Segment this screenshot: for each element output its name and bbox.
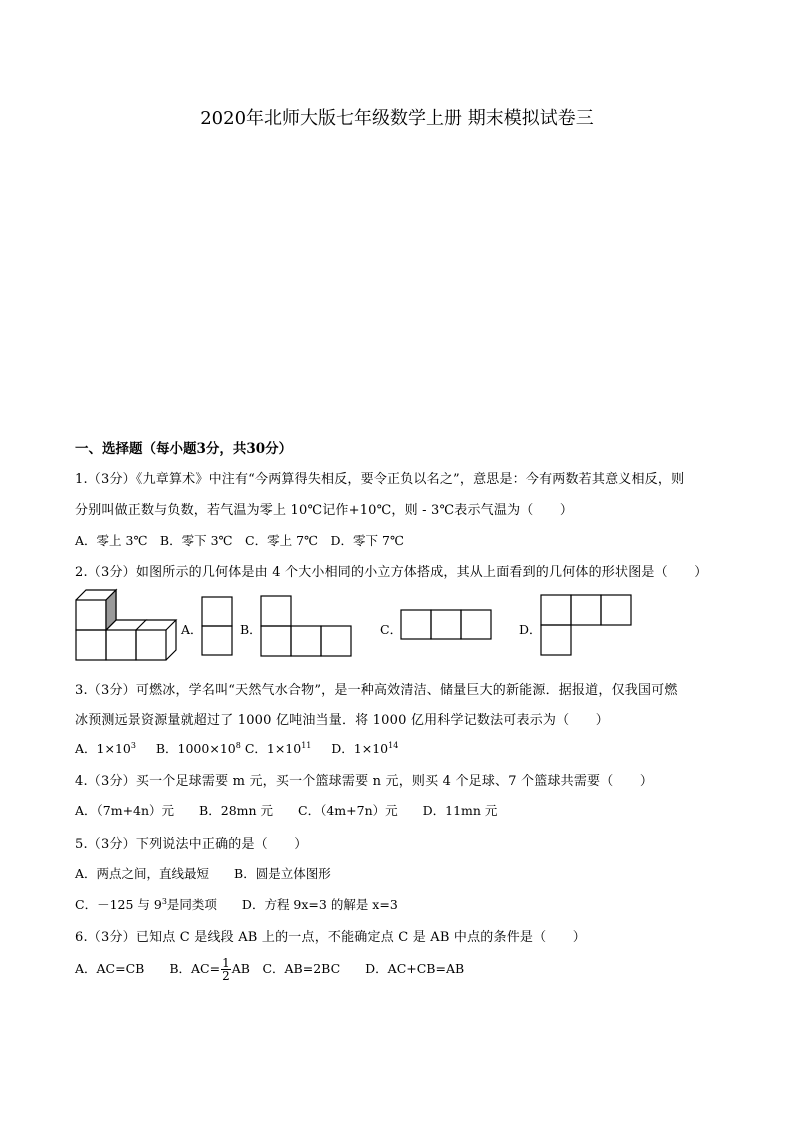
q4-options: A．（7m+4n）元 B．28mn 元 C．（4m+7n）元 D．11mn 元 bbox=[75, 803, 498, 818]
q6-option-b-pre: B．AC= bbox=[169, 961, 221, 976]
q2-option-c-label: C． bbox=[380, 622, 403, 637]
q6-stem: 6.（3分）已知点 C 是线段 AB 上的一点，不能确定点 C 是 AB 中点的条件是（ ） bbox=[75, 930, 586, 945]
section-heading: 一、选择题（每小题3分，共30分） bbox=[75, 441, 293, 457]
q3-option-c: C．1×10 bbox=[244, 741, 302, 756]
q5-stem: 5.（3分）下列说法中正确的是（ ） bbox=[75, 837, 308, 852]
q3-option-b: B．1000×10 bbox=[155, 741, 236, 756]
q6-fraction bbox=[221, 957, 231, 982]
q2-option-d-label: D． bbox=[519, 622, 542, 637]
page-title: 2020年北师大版七年级数学上册 期末模拟试卷三 bbox=[200, 108, 594, 129]
q6-option-a: A．AC=CB bbox=[75, 961, 170, 976]
q2-option-a-figure bbox=[201, 596, 233, 656]
q1-options: A．零上 3℃ B．零下 3℃ C．零上 7℃ D．零下 7℃ bbox=[75, 533, 404, 548]
q6-option-b-post: AB bbox=[231, 961, 263, 976]
q3-stem-line2: 冰预测远景资源量就超过了 1000 亿吨油当量．将 1000 亿用科学记数法可表示为（ ） bbox=[75, 713, 609, 728]
q3-option-a-exponent: 3 bbox=[130, 740, 136, 750]
q3-option-b-exponent: 8 bbox=[235, 740, 241, 750]
q2-stem: 2.（3分）如图所示的几何体是由 4 个大小相同的小立方体搭成，其从上面看到的几何体的形状图是（ ） bbox=[75, 565, 708, 580]
q3-option-d-exponent: 14 bbox=[388, 740, 399, 750]
q6-options bbox=[75, 957, 464, 982]
q1-stem-line1: 1.（3分）《九章算术》中注有“今两算得失相反，要令正负以名之”，意思是：今有两数若其意义相反，则 bbox=[75, 472, 685, 487]
q4-stem: 4.（3分）买一个足球需要 m 元，买一个篮球需要 n 元，则买 4 个足球、7 个篮球共需要（ ） bbox=[75, 774, 654, 789]
q5-option-cd-text: 是同类项 D．方程 9x=3 的解是 x=3 bbox=[166, 897, 398, 912]
q3-options bbox=[75, 739, 398, 757]
q3-stem-line1: 3.（3分）可燃冰，学名叫“天然气水合物”，是一种高效清洁、储量巨大的新能源．据报道，仅我国可燃 bbox=[75, 683, 678, 698]
q2-option-d-figure bbox=[540, 594, 632, 656]
q5-options-row2 bbox=[75, 895, 398, 913]
q2-option-b-label: B． bbox=[240, 622, 262, 637]
q5-options-row1: A．两点之间，直线最短 B．圆是立体图形 bbox=[75, 866, 331, 881]
q5-option-c-exponent: 3 bbox=[161, 896, 167, 906]
q3-option-c-exponent: 11 bbox=[301, 740, 312, 750]
q2-option-c-figure bbox=[400, 609, 492, 640]
q2-solid-figure bbox=[74, 588, 174, 663]
q6-option-cd: C．AB=2BC D．AC+CB=AB bbox=[262, 961, 465, 976]
q1-stem-line2: 分别叫做正数与负数，若气温为零上 10℃记作+10℃，则 - 3℃表示气温为（ ） bbox=[75, 503, 574, 518]
q3-option-d: D．1×10 bbox=[331, 741, 389, 756]
q3-option-a: A．1×10 bbox=[75, 741, 131, 756]
q6-fraction-numerator: 1 bbox=[222, 956, 230, 970]
q2-option-a-label: A． bbox=[181, 622, 203, 637]
q5-option-c-text: C．－125 与 9 bbox=[75, 897, 162, 912]
q6-fraction-denominator: 2 bbox=[222, 969, 230, 983]
q2-option-b-figure bbox=[260, 595, 352, 657]
